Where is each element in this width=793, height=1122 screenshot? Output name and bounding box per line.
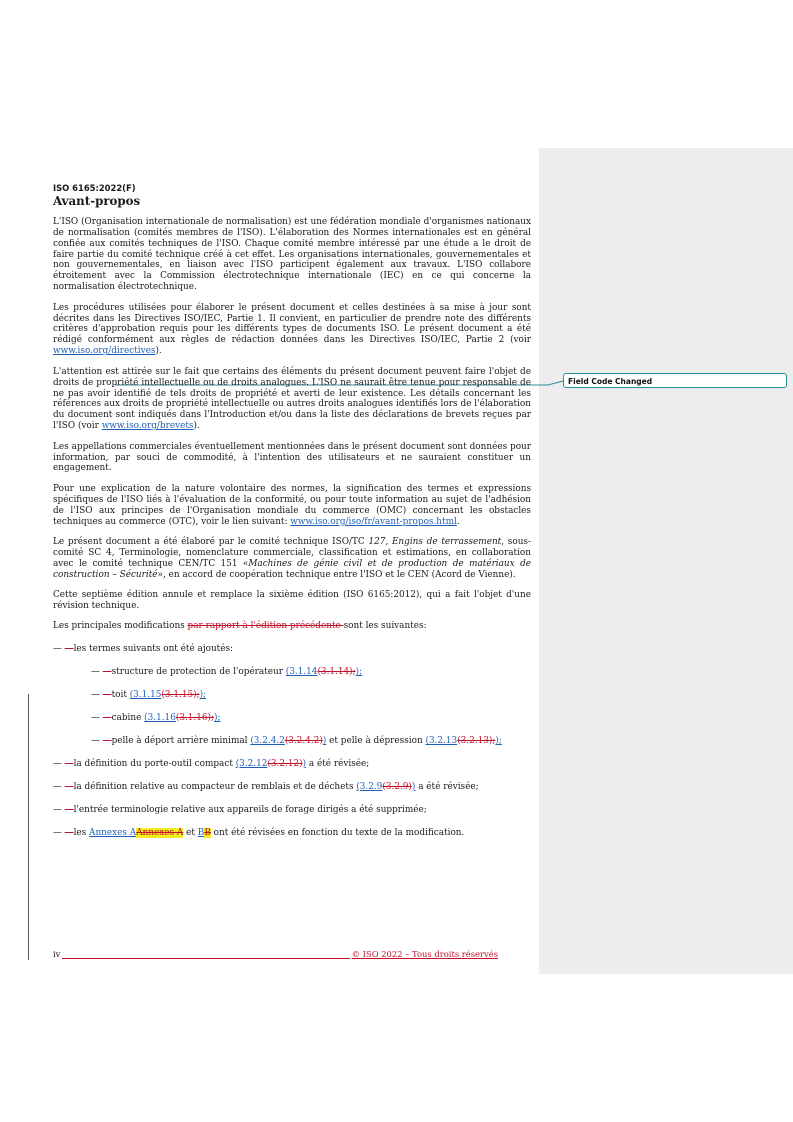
sub-list-item: — —cabine (3.1.16(3.1.16););	[91, 713, 221, 724]
annex-link[interactable]: Annexes A	[89, 827, 137, 838]
copyright: © ISO 2022 – Tous droits réservés	[351, 949, 498, 959]
page-title: Avant-propos	[53, 193, 141, 208]
ref-link[interactable]: (3.2.12	[235, 758, 268, 769]
paragraph-7: Cette septième édition annule et remplace la sixième édition (ISO 6165:2012), qui a fait l'objet d'une révision technique.	[53, 590, 531, 611]
page-number: iv	[53, 949, 61, 959]
directives-link[interactable]: www.iso.org/directives	[53, 346, 156, 357]
ref-link[interactable]: (3.2.4.2	[250, 735, 285, 746]
list-item: — —les termes suivants ont été ajoutés:	[53, 644, 234, 655]
document-id: ISO 6165:2022(F)	[53, 183, 136, 193]
ref-link[interactable]: (3.1.16	[144, 713, 176, 724]
comment-pane	[539, 148, 793, 974]
annex-link[interactable]: B	[197, 827, 205, 838]
paragraph-3: L'attention est attirée sur le fait que certains des éléments du présent document peuvent faire l'objet de droits de propriété intellectuelle ou de droits analogues. L'ISO ne saurait être tenue pour responsable de ne pas avoir identifié de tels droits de propriété et averti de leur existence. Les détails concernant les références aux droits de propriété intellectuelle ou autres droits analogues identifiés lors de l'élaboration du document sont indiqués dans l'Introduction et/ou dans la liste des déclarations de brevets reçues par l'ISO (voir www.iso.org/brevets).	[53, 366, 531, 432]
list-item: — —les Annexes AAnnexes A et BB ont été révisées en fonction du texte de la modification.	[53, 827, 465, 838]
avant-propos-link[interactable]: www.iso.org/iso/fr/avant-propos.html	[290, 516, 457, 527]
ref-link[interactable]: (3.2.9	[356, 781, 383, 792]
sub-list-item: — —toit (3.1.15(3.1.15););	[91, 690, 207, 701]
ref-link[interactable]: (3.1.15	[129, 690, 162, 701]
change-bar	[28, 694, 29, 960]
ref-link[interactable]: (3.2.13	[425, 735, 458, 746]
paragraph-4: Les appellations commerciales éventuellement mentionnées dans le présent document sont données pour information, par souci de commodité, à l'intention des utilisateurs et ne sauraient constituer un engagement.	[53, 441, 531, 474]
deleted-text: par rapport à l'édition précédente	[187, 621, 344, 632]
page-content	[53, 183, 531, 850]
paragraph-8: Les principales modifications par rapport à l'édition précédente sont les suivantes:	[53, 621, 427, 632]
list-item: — —la définition du porte-outil compact (3.2.12(3.2.12)) a été révisée;	[53, 758, 370, 769]
brevets-link[interactable]: www.iso.org/brevets	[101, 421, 194, 432]
paragraph-6: Le présent document a été élaboré par le comité technique ISO/TC 127, Engins de terrassement, sous-comité SC 4, Terminologie, nomenclature commerciale, classification et estimations, en collaboration avec le comité technique CEN/TC 151 «Machines de génie civil et de production de matériaux de construction – Sécurité», en accord de coopération technique entre l'ISO et le CEN (Acord de Vienne).	[53, 536, 532, 580]
page-footer	[53, 950, 498, 960]
paragraph-2: Les procédures utilisées pour élaborer le présent document et celles destinées à sa mise à jour sont décrites dans les Directives ISO/IEC, Partie 1. Il convient, en particulier de prendre note des différents critères d'approbation requis pour les différents types de documents ISO. Le présent document a été rédigé conformément aux règles de rédaction données dans les Directives ISO/IEC, Partie 2 (voir www.iso.org/directives).	[53, 302, 531, 357]
paragraph-5: Pour une explication de la nature volontaire des normes, la signification des termes et expressions spécifiques de l'ISO liés à l'évaluation de la conformité, ou pour toute information au sujet de l'adhésion de l'ISO aux principes de l'Organisation mondiale du commerce (OMC) concernant les obstacles techniques au commerce (OTC), voir le lien suivant: www.iso.org/iso/fr/avant-propos.html.	[53, 483, 531, 527]
ref-link[interactable]: (3.1.14	[285, 667, 318, 678]
sub-list-item: — —pelle à déport arrière minimal (3.2.4.2(3.2.4.2)) et pelle à dépression (3.2.13(3.2.13););	[91, 735, 502, 746]
list-item: — —la définition relative au compacteur de remblais et de déchets (3.2.9(3.2.9)) a été révisée;	[53, 781, 479, 792]
list-item: — —l'entrée terminologie relative aux appareils de forage dirigés a été supprimée;	[53, 804, 427, 815]
comment-balloon[interactable]: Field Code Changed	[563, 373, 787, 388]
paragraph-1: L'ISO (Organisation internationale de normalisation) est une fédération mondiale d'organismes nationaux de normalisation (comités membres de l'ISO). L'élaboration des Normes internationales est en général confiée aux comités techniques de l'ISO. Chaque comité membre intéressé par une étude a le droit de faire partie du comité technique créé à cet effet. Les organisations internationales, gouvernementales et non gouvernementales, en liaison avec l'ISO participent également aux travaux. L'ISO collabore étroitement avec la Commission électrotechnique internationale (IEC) en ce qui concerne la normalisation électrotechnique.	[53, 216, 531, 293]
sub-list-item: — —structure de protection de l'opérateur (3.1.14(3.1.14););	[91, 667, 363, 678]
